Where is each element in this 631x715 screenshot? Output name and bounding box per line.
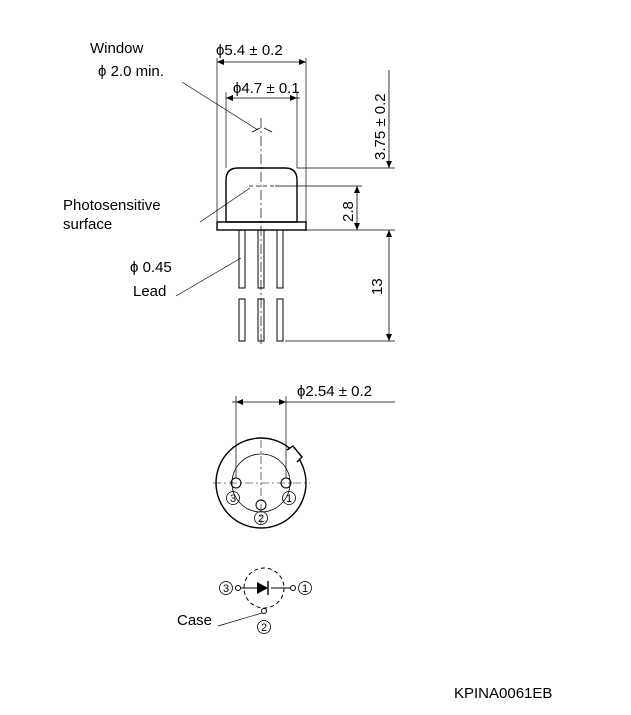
- lead-right-lower: [277, 299, 283, 341]
- schematic-pin-3: 3: [222, 583, 230, 595]
- photodiode-symbol: [257, 582, 268, 594]
- photosurface-label-1: Photosensitive: [63, 197, 161, 214]
- inner-dia-label: ϕ4.7 ± 0.1: [233, 80, 300, 97]
- window-marker-right: [264, 128, 272, 132]
- surface-height-label: 2.8: [340, 201, 357, 222]
- lead-dia-label: ϕ 0.45: [130, 259, 172, 276]
- lead-label: Lead: [133, 283, 167, 300]
- flange: [217, 222, 306, 230]
- lead-leader: [176, 258, 241, 296]
- lead-length-label: 13: [369, 278, 386, 295]
- header-tab: [287, 446, 302, 462]
- terminal-1: [291, 586, 296, 591]
- photosurface-label-2: surface: [63, 216, 113, 233]
- bottom-view: [213, 396, 395, 528]
- pin-spacing-label: ϕ2.54 ± 0.2: [297, 383, 373, 400]
- terminal-2: [262, 609, 267, 614]
- schematic-pin-2: 2: [260, 622, 268, 634]
- bottom-pin-2: 2: [257, 513, 265, 525]
- window-label: Window: [90, 40, 144, 57]
- bottom-pin-1: 1: [285, 493, 293, 505]
- cap-body: [226, 168, 297, 222]
- bottom-pin-3: 3: [229, 493, 237, 505]
- schematic-pin-1: 1: [301, 583, 309, 595]
- outer-dia-label: ϕ5.4 ± 0.2: [216, 42, 283, 59]
- photosurface-leader: [200, 188, 250, 222]
- side-view: [176, 58, 395, 345]
- case-leader: [218, 613, 262, 626]
- cap-height-label: 3.75 ± 0.2: [372, 93, 389, 160]
- window-dia-label: ϕ 2.0 min.: [98, 63, 164, 80]
- case-label: Case: [177, 612, 213, 629]
- drawing-code: KPINA0061EB: [454, 685, 553, 702]
- lead-right-upper: [277, 230, 283, 288]
- lead-left-lower: [239, 299, 245, 341]
- terminal-3: [236, 586, 241, 591]
